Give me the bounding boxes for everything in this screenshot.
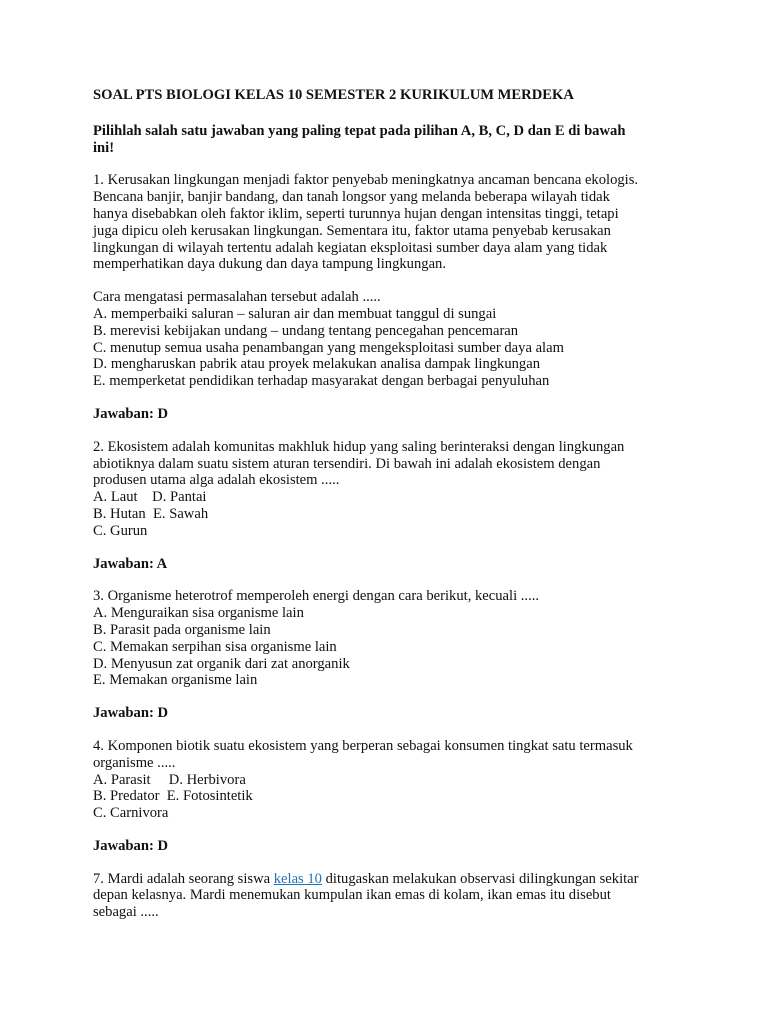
question-prompt: Cara mengatasi permasalahan tersebut adalah .....: [93, 289, 381, 306]
document-title: SOAL PTS BIOLOGI KELAS 10 SEMESTER 2 KURIKULUM MERDEKA: [93, 87, 574, 103]
question-line-start: 7. Mardi adalah seorang siswa: [93, 870, 274, 887]
question-line: depan kelasnya. Mardi menemukan kumpulan ikan emas di kolam, ikan emas itu disebut: [93, 887, 611, 904]
kelas-10-link[interactable]: kelas 10: [273, 870, 322, 887]
question-line: sebagai .....: [93, 904, 159, 921]
question-line-end: ditugaskan melakukan observasi dilingkungan sekitar: [321, 870, 639, 887]
answer-4: Jawaban: D: [93, 837, 169, 854]
question-line: 4. Komponen biotik suatu ekosistem yang berperan sebagai konsumen tingkat satu termasuk: [93, 737, 633, 754]
option-e: E. Memakan organisme lain: [93, 672, 258, 689]
question-line: abiotiknya dalam suatu sistem aturan tersendiri. Di bawah ini adalah ekosistem dengan: [93, 455, 601, 472]
instruction: [93, 123, 683, 157]
answer-2: Jawaban: A: [93, 555, 168, 572]
question-line: 2. Ekosistem adalah komunitas makhluk hidup yang saling berinteraksi dengan lingkungan: [93, 438, 625, 455]
instruction-line: Pilihlah salah satu jawaban yang paling tepat pada pilihan A, B, C, D dan E di bawah: [93, 122, 626, 139]
question-line: organisme .....: [93, 754, 176, 771]
option-row: A. Parasit D. Herbivora: [93, 771, 246, 788]
option-d: D. mengharuskan pabrik atau proyek melakukan analisa dampak lingkungan: [93, 356, 540, 373]
question-line: hanya disebabkan oleh faktor iklim, seperti turunnya hujan dengan intensitas tinggi, tetapi: [93, 205, 619, 222]
question-line: 3. Organisme heterotrof memperoleh energi dengan cara berikut, kecuali .....: [93, 588, 540, 605]
option-c: C. menutup semua usaha penambangan yang mengeksploitasi sumber daya alam: [93, 339, 564, 356]
option-d: D. Menyusun zat organik dari zat anorganik: [93, 655, 350, 672]
question-3-text: [93, 588, 683, 689]
option-b: B. merevisi kebijakan undang – undang tentang pencegahan pencemaran: [93, 322, 519, 339]
answer-1: Jawaban: D: [93, 405, 169, 422]
option-c: C. Memakan serpihan sisa organisme lain: [93, 638, 337, 655]
option-row: C. Gurun: [93, 522, 148, 539]
question-line: [93, 871, 683, 888]
option-a: A. memperbaiki saluran – saluran air dan membuat tanggul di sungai: [93, 305, 497, 322]
option-a: A. Menguraikan sisa organisme lain: [93, 605, 304, 622]
question-line: produsen utama alga adalah ekosistem .....: [93, 472, 340, 489]
instruction-line: ini!: [93, 139, 115, 156]
option-e: E. memperketat pendidikan terhadap masyarakat dengan berbagai penyuluhan: [93, 373, 550, 390]
document-page: [93, 87, 683, 921]
option-row: C. Carnivora: [93, 805, 169, 822]
question-line: lingkungan di wilayah tertentu adalah kegiatan eksploitasi sumber daya alam yang tidak: [93, 239, 608, 256]
option-row: A. Laut D. Pantai: [93, 489, 207, 506]
question-line: Bencana banjir, banjir bandang, dan tanah longsor yang melanda beberapa wilayah tidak: [93, 189, 610, 206]
answer-3: Jawaban: D: [93, 705, 169, 722]
option-row: B. Predator E. Fotosintetik: [93, 788, 253, 805]
question-1-options: [93, 289, 683, 390]
question-2-text: [93, 439, 683, 540]
question-line: juga dipicu oleh kerusakan lingkungan. Sementara itu, faktor utama penyebab kerusakan: [93, 222, 611, 239]
question-1-text: [93, 172, 683, 273]
question-line: memperhatikan daya dukung dan daya tampung lingkungan.: [93, 256, 446, 273]
question-line: 1. Kerusakan lingkungan menjadi faktor penyebab meningkatnya ancaman bencana ekologis.: [93, 172, 639, 189]
question-4-text: [93, 738, 683, 822]
option-b: B. Parasit pada organisme lain: [93, 621, 271, 638]
question-7-text: [93, 871, 683, 921]
option-row: B. Hutan E. Sawah: [93, 505, 209, 522]
